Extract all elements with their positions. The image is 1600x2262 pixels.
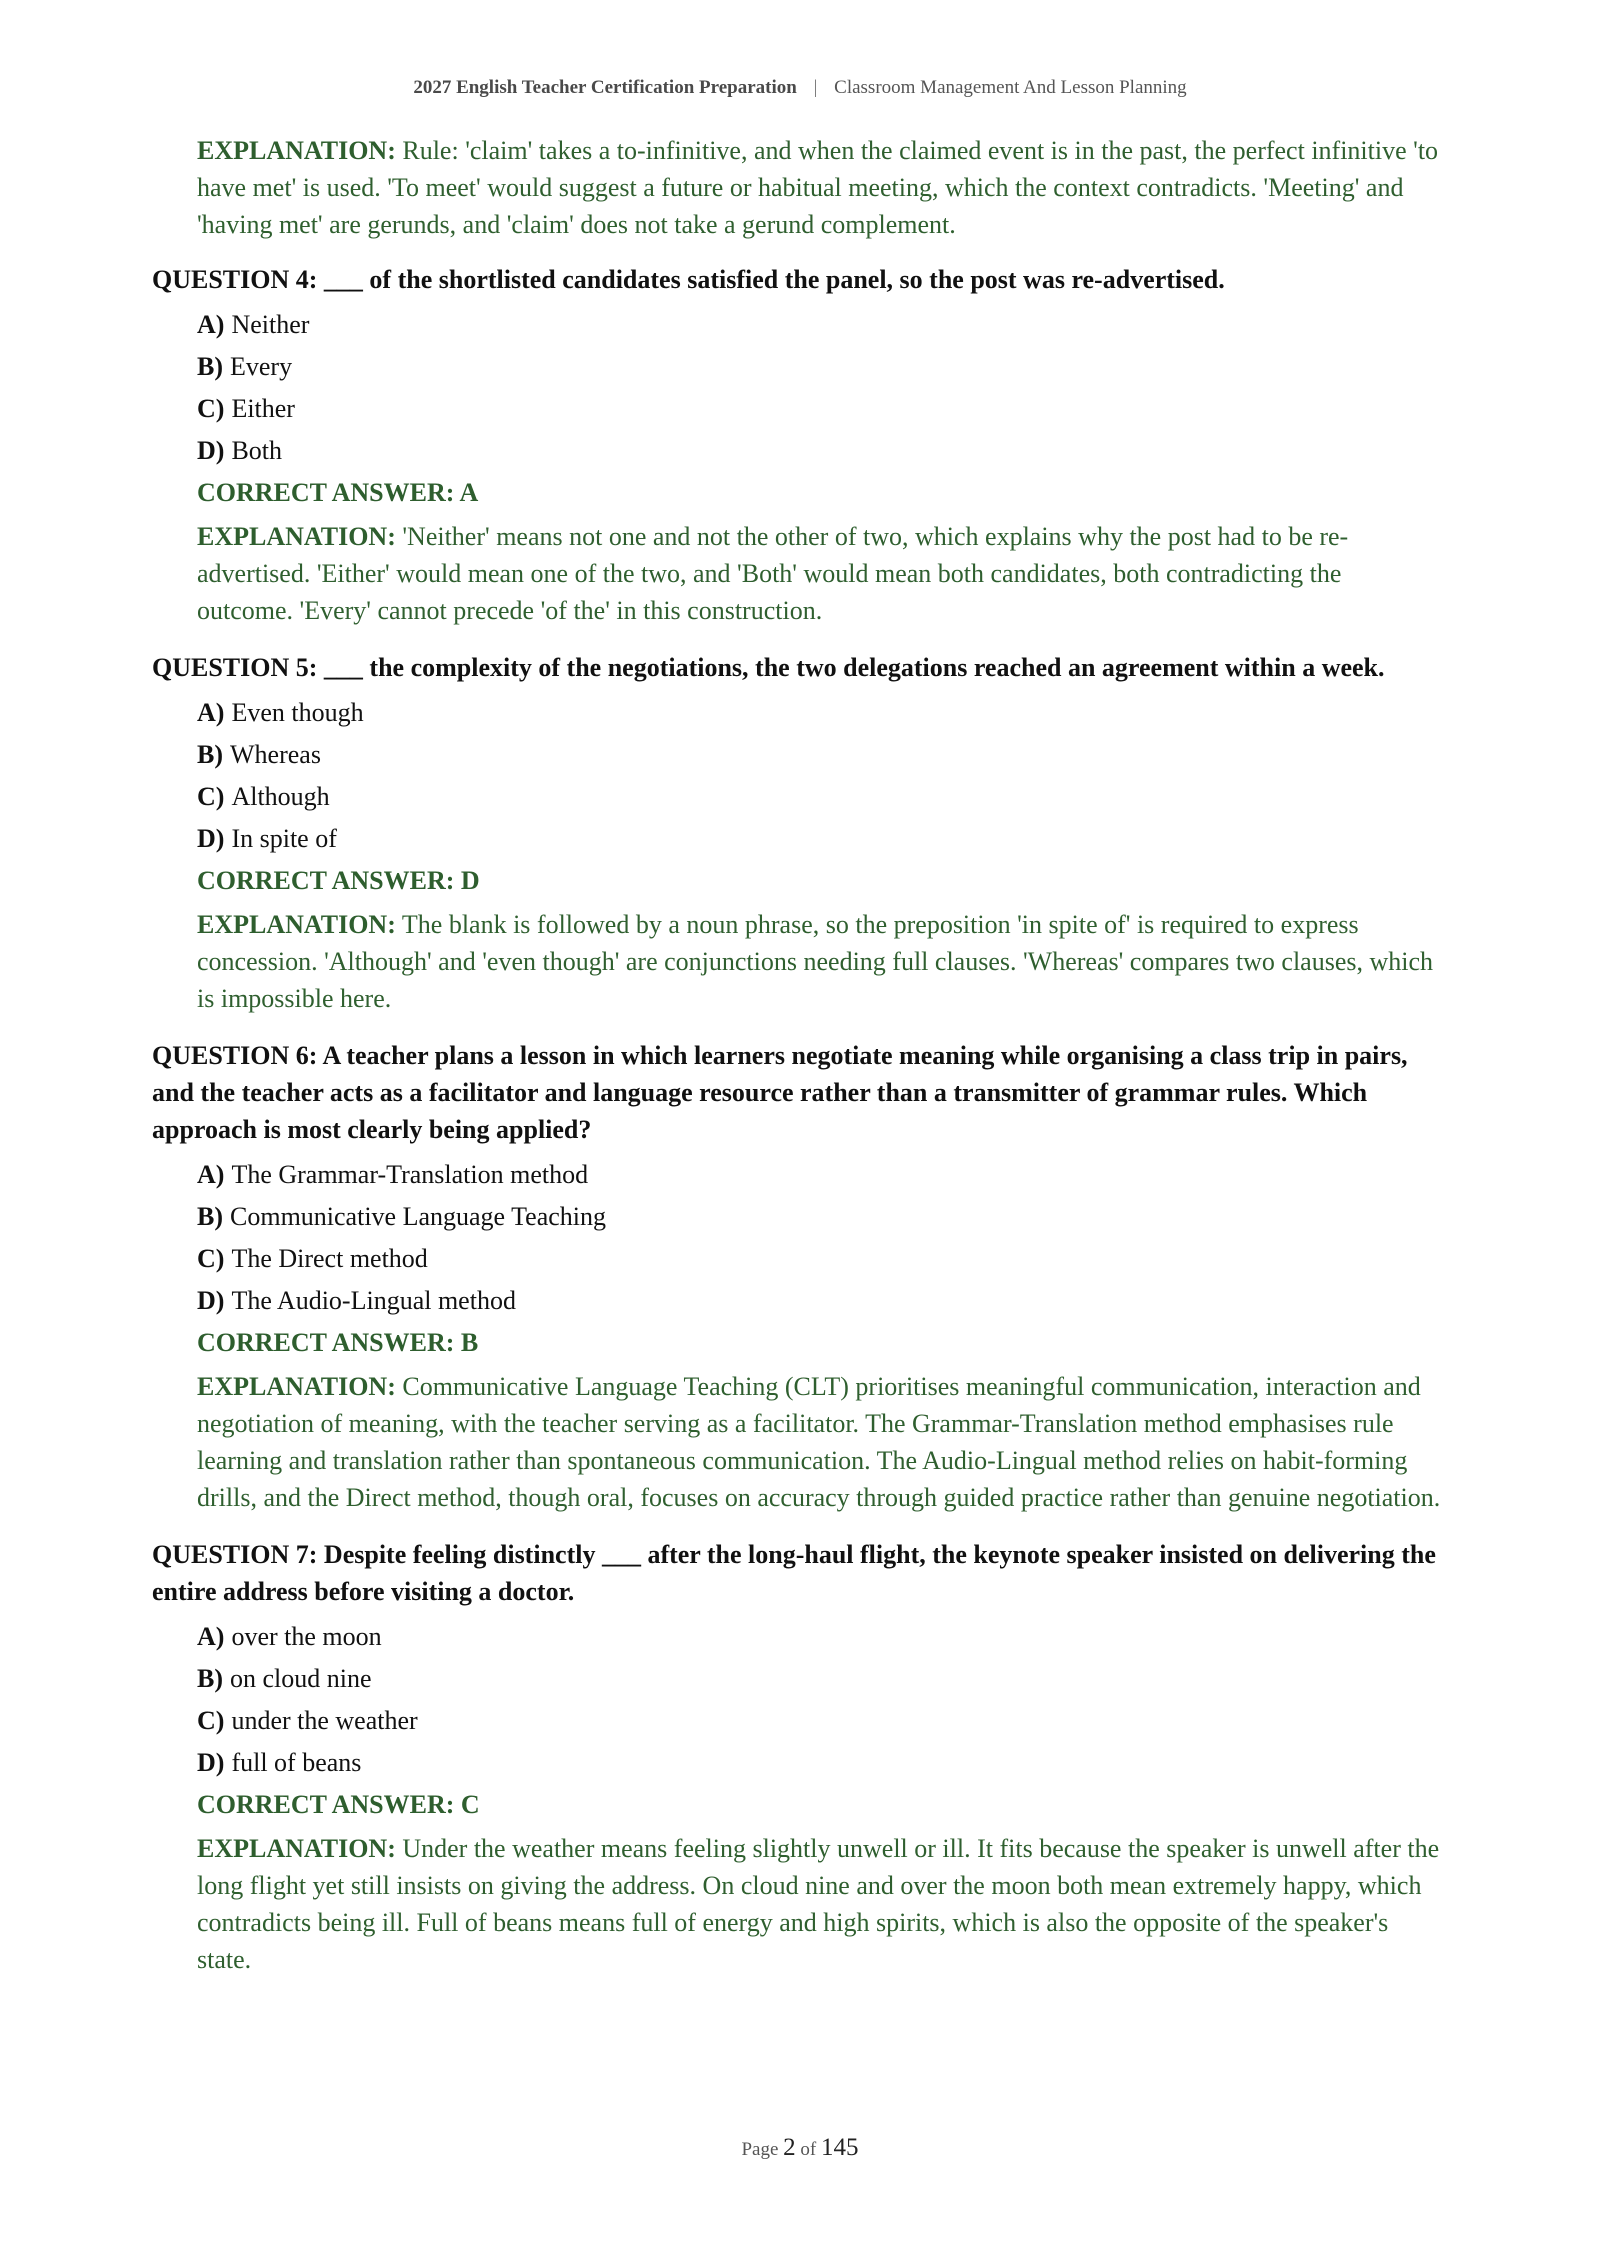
explanation [197,518,1442,629]
question-text [152,261,1442,298]
option-text: Whereas [230,740,321,769]
option-text: Every [230,352,293,381]
option-list [197,1154,1442,1322]
question-label: QUESTION 4: [152,265,318,294]
page-content [152,132,1442,1978]
total-pages: 145 [821,2134,859,2161]
question-4 [152,261,1442,629]
question-text [152,1536,1442,1610]
question-5 [152,649,1442,1017]
correct-answer: CORRECT ANSWER: A [197,478,479,507]
header-separator: | [813,77,818,98]
option-b [197,1196,1442,1238]
header-title: 2027 English Teacher Certification Preparation [413,77,797,98]
explanation-label: EXPLANATION: [197,1834,396,1863]
option-letter: D) [197,1286,225,1315]
explanation-text: The blank is followed by a noun phrase, so the preposition 'in spite of' is required to express concession. 'Although' and 'even though' are conjunctions needing full clauses. 'Whereas' compares two clauses, which is impossible here. [197,910,1434,1013]
explanation-text: Under the weather means feeling slightly unwell or ill. It fits because the speaker is unwell after the long flight yet still insists on giving the address. On cloud nine and over the moon both mean extremely happy, which contradicts being ill. Full of beans means full of energy and high spirits, which is also the opposite of the speaker's state. [197,1834,1440,1974]
option-text: The Grammar-Translation method [231,1160,589,1189]
option-letter: B) [197,1202,223,1231]
page-footer [0,2134,1600,2162]
option-c [197,1238,1442,1280]
explanation-label: EXPLANATION: [197,1372,396,1401]
explanation [197,906,1442,1017]
question-stem: Despite feeling distinctly ___ after the long-haul flight, the keynote speaker insisted on delivering the entire address before visiting a doctor. [152,1540,1436,1606]
question-label: QUESTION 7: [152,1540,318,1569]
page-word: Page [741,2139,779,2160]
option-text: under the weather [231,1706,418,1735]
option-d [197,1280,1442,1322]
option-letter: A) [197,1160,225,1189]
explanation-label: EXPLANATION: [197,136,396,165]
question-label: QUESTION 6: [152,1041,318,1070]
option-a [197,1616,1442,1658]
option-text: Neither [231,310,310,339]
option-letter: A) [197,1622,225,1651]
question-7 [152,1536,1442,1978]
option-text: Communicative Language Teaching [230,1202,607,1231]
option-text: Even though [231,698,364,727]
option-list [197,304,1442,472]
option-text: Both [231,436,283,465]
option-letter: B) [197,740,223,769]
explanation-text: 'Neither' means not one and not the other of two, which explains why the post had to be re-advertised. 'Either' would mean one of the two, and 'Both' would mean both candidates, both contradicting the outcome. 'Every' cannot precede 'of the' in this construction. [197,522,1349,625]
explanation-text: Communicative Language Teaching (CLT) prioritises meaningful communication, interaction and negotiation of meaning, with the teacher serving as a facilitator. The Grammar-Translation method emphasises rule learning and translation rather than spontaneous communication. The Audio-Lingual method relies on habit-forming drills, and the Direct method, though oral, focuses on accuracy through guided practice rather than genuine negotiation. [197,1372,1441,1512]
explanation [197,1830,1442,1978]
correct-answer: CORRECT ANSWER: D [197,866,480,895]
option-letter: D) [197,1748,225,1777]
page-number: 2 [783,2134,796,2161]
option-text: over the moon [231,1622,382,1651]
explanation-label: EXPLANATION: [197,522,396,551]
intro-explanation [197,132,1442,243]
option-letter: C) [197,1244,225,1273]
header-section: Classroom Management And Lesson Planning [834,77,1187,98]
question-label: QUESTION 5: [152,653,318,682]
option-letter: A) [197,310,225,339]
option-c [197,776,1442,818]
option-letter: C) [197,394,225,423]
explanation-text: Rule: 'claim' takes a to-infinitive, and when the claimed event is in the past, the perfect infinitive 'to have met' is used. 'To meet' would suggest a future or habitual meeting, which the context contradicts. 'Meeting' and 'having met' are gerunds, and 'claim' does not take a gerund complement. [197,136,1439,239]
option-c [197,1700,1442,1742]
option-letter: C) [197,782,225,811]
option-letter: D) [197,436,225,465]
option-letter: C) [197,1706,225,1735]
option-a [197,1154,1442,1196]
option-b [197,734,1442,776]
option-a [197,692,1442,734]
option-letter: D) [197,824,225,853]
option-text: The Direct method [231,1244,428,1273]
explanation-label: EXPLANATION: [197,910,396,939]
option-d [197,430,1442,472]
question-text [152,1037,1442,1148]
option-a [197,304,1442,346]
correct-answer: CORRECT ANSWER: B [197,1328,479,1357]
question-6 [152,1037,1442,1516]
explanation [197,1368,1442,1516]
option-c [197,388,1442,430]
option-text: The Audio-Lingual method [231,1286,516,1315]
option-text: full of beans [231,1748,362,1777]
question-stem: ___ the complexity of the negotiations, the two delegations reached an agreement within a week. [323,653,1385,682]
option-d [197,1742,1442,1784]
option-letter: B) [197,1664,223,1693]
option-text: Either [231,394,295,423]
option-text: In spite of [231,824,337,853]
option-list [197,1616,1442,1784]
option-b [197,346,1442,388]
of-word: of [800,2139,817,2160]
option-letter: A) [197,698,225,727]
option-list [197,692,1442,860]
option-letter: B) [197,352,223,381]
option-text: on cloud nine [230,1664,372,1693]
option-b [197,1658,1442,1700]
question-stem: A teacher plans a lesson in which learners negotiate meaning while organising a class trip in pairs, and the teacher acts as a facilitator and language resource rather than a transmitter of grammar rules. Which approach is most clearly being applied? [152,1041,1408,1144]
question-stem: ___ of the shortlisted candidates satisfied the panel, so the post was re-advertised. [323,265,1225,294]
running-header [0,76,1600,100]
question-text [152,649,1442,686]
option-d [197,818,1442,860]
option-text: Although [231,782,330,811]
correct-answer: CORRECT ANSWER: C [197,1790,480,1819]
